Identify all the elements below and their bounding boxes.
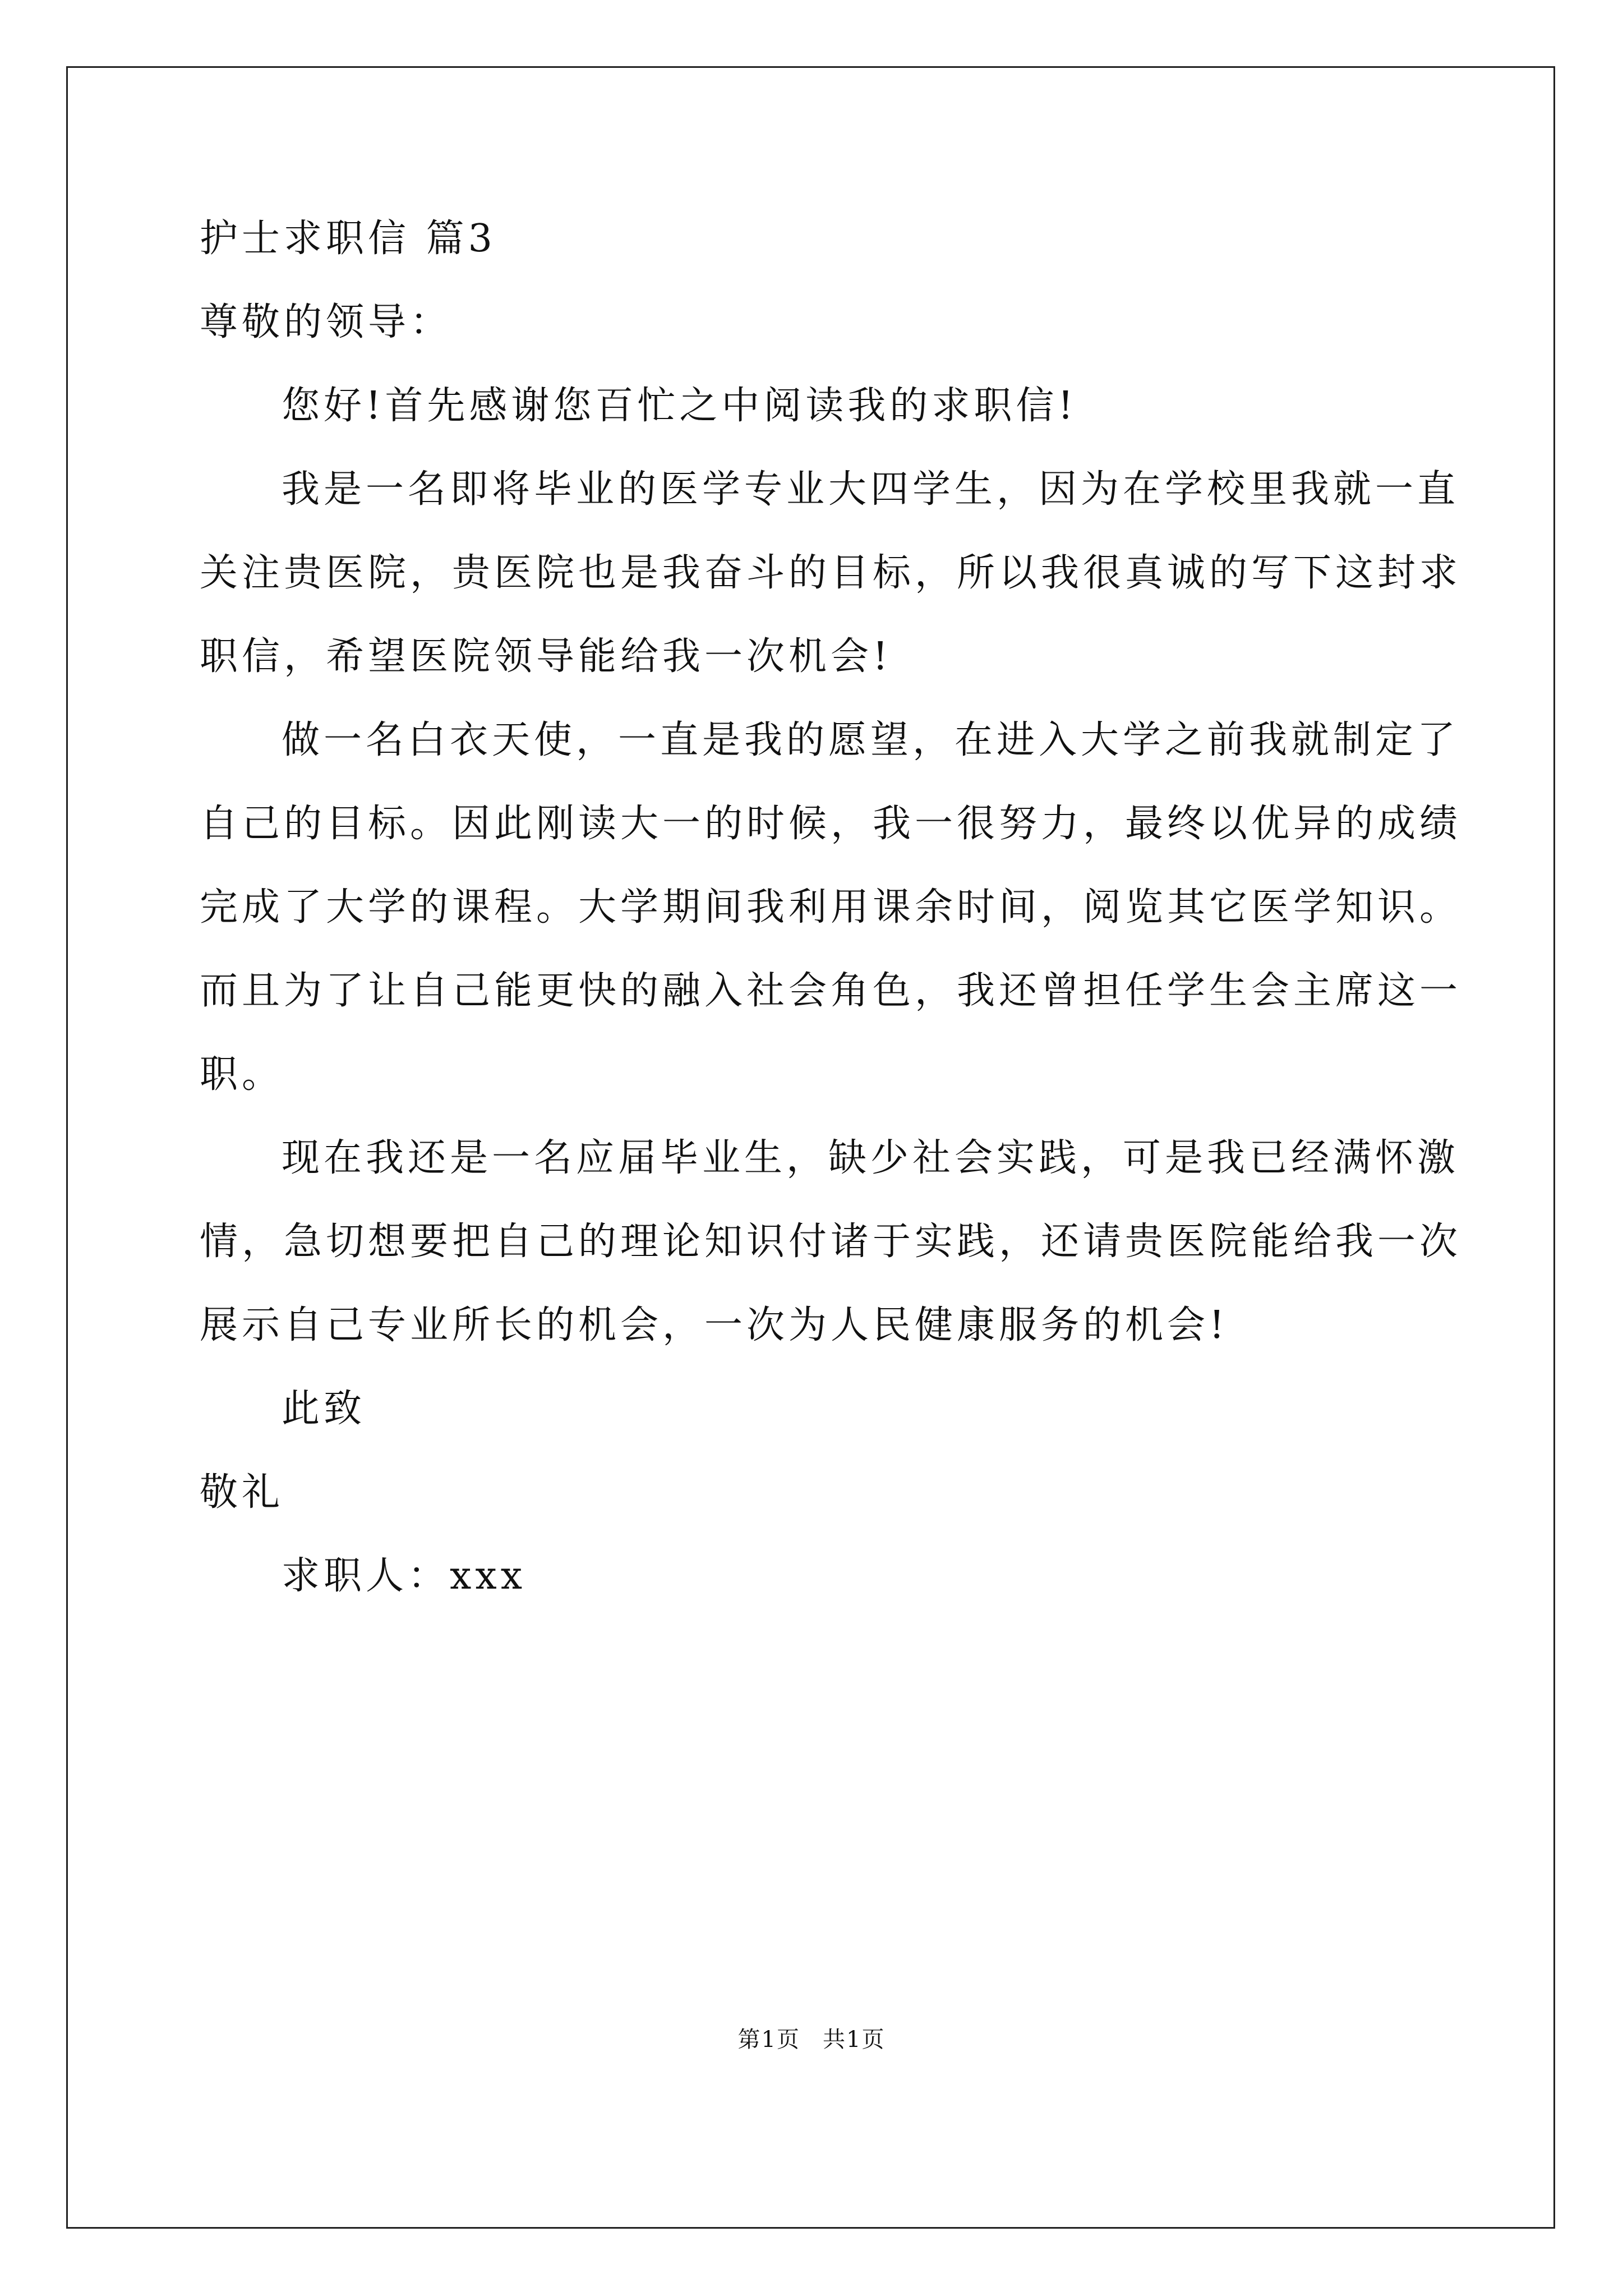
paragraph-line: 自己的目标。因此刚读大一的时候，我一很努力，最终以优异的成绩 — [200, 802, 1462, 846]
paragraph-line: 做一名白衣天使，一直是我的愿望，在进入大学之前我就制定了 — [282, 718, 1460, 762]
paragraph-line: 职。 — [200, 1052, 284, 1097]
page-footer — [0, 2026, 1623, 2053]
document-title: 护士求职信 篇3 — [200, 217, 496, 261]
paragraph-line: 现在我还是一名应届毕业生，缺少社会实践，可是我已经满怀激 — [282, 1136, 1460, 1180]
signature-line: 求职人：xxx — [282, 1554, 527, 1598]
paragraph-line: 而且为了让自己能更快的融入社会角色，我还曾担任学生会主席这一 — [200, 969, 1462, 1013]
paragraph-line: 关注贵医院，贵医院也是我奋斗的目标，所以我很真诚的写下这封求 — [200, 551, 1462, 595]
total-pages: 共1页 — [823, 2027, 886, 2053]
salutation: 尊敬的领导： — [200, 300, 453, 344]
page-number: 第1页 — [737, 2027, 800, 2053]
paragraph-line: 我是一名即将毕业的医学专业大四学生，因为在学校里我就一直 — [282, 467, 1460, 512]
paragraph-line: 完成了大学的课程。大学期间我利用课余时间，阅览其它医学知识。 — [200, 885, 1462, 930]
paragraph-line: 情，急切想要把自己的理论知识付诸于实践，还请贵医院能给我一次 — [200, 1220, 1462, 1264]
paragraph-line: 展示自己专业所长的机会，一次为人民健康服务的机会! — [200, 1303, 1229, 1347]
paragraph-line: 职信，希望医院领导能给我一次机会! — [200, 634, 892, 679]
paragraph-line: 您好!首先感谢您百忙之中阅读我的求职信! — [282, 384, 1077, 428]
closing-line-2: 敬礼 — [200, 1470, 284, 1515]
closing-line-1: 此致 — [282, 1387, 366, 1431]
